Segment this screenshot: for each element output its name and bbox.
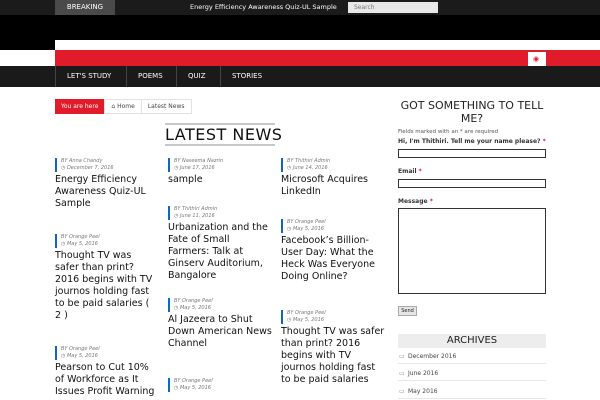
post-date-text: June 14, 2016 bbox=[292, 165, 328, 171]
post-author[interactable]: BY Orange Peel bbox=[174, 298, 213, 304]
nav-item-poems[interactable]: POEMS bbox=[126, 66, 174, 87]
rss-icon: ◉ bbox=[533, 55, 540, 63]
post-item bbox=[281, 219, 386, 283]
email-label bbox=[398, 168, 422, 175]
email-input[interactable] bbox=[398, 179, 546, 188]
post-date: ◷ June 17, 2016 bbox=[174, 165, 215, 171]
post-author[interactable]: BY Orange Peel bbox=[287, 310, 326, 316]
post-item bbox=[55, 234, 155, 322]
post-author[interactable]: BY Orange Peel bbox=[174, 378, 213, 384]
name-input[interactable] bbox=[398, 149, 546, 158]
archive-link-label: December 2016 bbox=[408, 353, 457, 360]
folder-icon: ▭ bbox=[399, 388, 405, 395]
post-date: ◷ June 11, 2016 bbox=[174, 213, 215, 219]
breadcrumb-home[interactable] bbox=[104, 99, 141, 114]
breaking-ticker-link[interactable]: Energy Efficiency Awareness Quiz-UL Sample bbox=[190, 3, 337, 11]
post-author[interactable]: BY Thithiri Admin bbox=[174, 206, 218, 212]
header-band bbox=[0, 15, 600, 40]
post-author[interactable]: BY Naseema Nazrin bbox=[174, 158, 224, 164]
breadcrumb bbox=[55, 99, 192, 114]
email-label-text: Email bbox=[398, 168, 417, 175]
archive-link-label: May 2016 bbox=[408, 388, 438, 395]
post-title-link[interactable]: Pearson to Cut 10% of Workforce as It Issues Profit Warning bbox=[55, 362, 155, 397]
post-date-text: May 5, 2016 bbox=[179, 305, 211, 311]
post-item bbox=[168, 206, 273, 282]
post-date-text: May 5, 2016 bbox=[66, 241, 98, 247]
post-item bbox=[55, 346, 155, 398]
post-author[interactable]: BY Anna Chandy bbox=[61, 158, 103, 164]
post-meta bbox=[168, 158, 273, 172]
folder-icon: ▭ bbox=[399, 353, 405, 360]
folder-icon: ▭ bbox=[399, 370, 405, 377]
post-meta bbox=[168, 206, 273, 220]
search-input[interactable] bbox=[348, 2, 438, 13]
post-meta bbox=[281, 158, 386, 172]
nav-item-quiz[interactable]: QUIZ bbox=[176, 66, 217, 87]
post-title-link[interactable]: Urbanization and the Fate of Small Farmers: Talk at Ginserv Auditorium, Bangalore bbox=[168, 222, 268, 281]
post-item bbox=[281, 310, 386, 386]
post-meta bbox=[55, 346, 155, 360]
post-date: ◷ May 5, 2016 bbox=[174, 305, 211, 311]
breadcrumb-you-are-here: You are here bbox=[55, 99, 104, 114]
post-date: ◷ December 7, 2016 bbox=[61, 165, 114, 171]
post-date: ◷ May 5, 2016 bbox=[61, 353, 98, 359]
post-date-text: May 5, 2016 bbox=[179, 385, 211, 391]
page-title: LATEST NEWS bbox=[165, 125, 283, 144]
message-textarea[interactable] bbox=[398, 208, 546, 294]
post-title-link[interactable]: sample bbox=[168, 174, 203, 185]
name-label-text: Hi, I'm Thithiri. Tell me your name please? bbox=[398, 138, 541, 145]
post-item bbox=[168, 158, 273, 186]
required-note: Fields marked with an * are required bbox=[398, 129, 499, 135]
post-title-link[interactable]: Microsoft Acquires LinkedIn bbox=[281, 174, 368, 197]
title-rule-bottom bbox=[165, 144, 275, 146]
breadcrumb-current: Latest News bbox=[142, 99, 192, 114]
post-date-text: May 5, 2016 bbox=[66, 353, 98, 359]
archive-link-label: June 2016 bbox=[408, 370, 439, 377]
post-meta bbox=[168, 298, 273, 312]
post-date: ◷ May 5, 2016 bbox=[287, 226, 324, 232]
archives-heading: ARCHIVES bbox=[398, 334, 546, 348]
message-label bbox=[398, 198, 433, 205]
post-author[interactable]: BY Orange Peel bbox=[287, 219, 326, 225]
name-label bbox=[398, 138, 546, 145]
breadcrumb-home-label: Home bbox=[117, 103, 135, 110]
home-icon: ⌂ bbox=[111, 103, 118, 110]
post-meta bbox=[281, 219, 386, 233]
post-author[interactable]: BY Thithiri Admin bbox=[287, 158, 331, 164]
post-date-text: May 5, 2016 bbox=[292, 226, 324, 232]
post-meta bbox=[281, 310, 386, 324]
required-star: * bbox=[542, 138, 546, 145]
post-meta bbox=[55, 234, 155, 248]
post-title-link[interactable]: Thought TV was safer than print? 2016 begins with TV journos holding fast to be paid salaries bbox=[281, 326, 385, 385]
archive-link[interactable] bbox=[398, 350, 546, 364]
breaking-label: BREAKING bbox=[55, 0, 115, 15]
header-red-band bbox=[0, 50, 600, 66]
post-title-link[interactable]: Facebook’s Billion-User Day: What the Heck Was Everyone Doing Online? bbox=[281, 235, 375, 282]
send-button[interactable]: Send bbox=[398, 306, 417, 316]
contact-heading: GOT SOMETHING TO TELL ME? bbox=[400, 99, 544, 125]
post-item bbox=[281, 158, 386, 198]
post-meta bbox=[168, 378, 273, 392]
post-date-text: June 11, 2016 bbox=[179, 213, 215, 219]
header-red-band-gap bbox=[0, 50, 55, 66]
post-date: ◷ June 14, 2016 bbox=[287, 165, 328, 171]
post-date: ◷ May 5, 2016 bbox=[61, 241, 98, 247]
post-date-text: June 17, 2016 bbox=[179, 165, 215, 171]
post-date-text: December 7, 2016 bbox=[66, 165, 114, 171]
post-title-link[interactable]: Al Jazeera to Shut Down American News Channel bbox=[168, 314, 272, 349]
post-title-link[interactable]: Thought TV was safer than print? 2016 begins with TV journos holding fast to be paid salaries ( 2 ) bbox=[55, 250, 153, 321]
rss-button[interactable] bbox=[528, 52, 546, 66]
post-title-link[interactable]: Energy Efficiency Awareness Quiz-UL Sample bbox=[55, 174, 146, 209]
post-item bbox=[168, 298, 273, 350]
nav-item-stories[interactable]: STORIES bbox=[220, 66, 273, 87]
archive-link[interactable] bbox=[398, 385, 546, 399]
post-item bbox=[168, 378, 273, 392]
post-date: ◷ May 5, 2016 bbox=[287, 317, 324, 323]
header-band-left bbox=[0, 40, 55, 50]
message-label-text: Message bbox=[398, 198, 428, 205]
nav-item-lets-study[interactable]: LET'S STUDY bbox=[55, 66, 122, 87]
required-star: * bbox=[418, 168, 422, 175]
post-meta bbox=[55, 158, 160, 172]
post-date: ◷ May 5, 2016 bbox=[174, 385, 211, 391]
archive-link[interactable] bbox=[398, 367, 546, 381]
post-author[interactable]: BY Orange Peel bbox=[61, 346, 100, 352]
post-author[interactable]: BY Orange Peel bbox=[61, 234, 100, 240]
post-item bbox=[55, 158, 160, 210]
post-date-text: May 5, 2016 bbox=[292, 317, 324, 323]
required-star: * bbox=[429, 198, 433, 205]
